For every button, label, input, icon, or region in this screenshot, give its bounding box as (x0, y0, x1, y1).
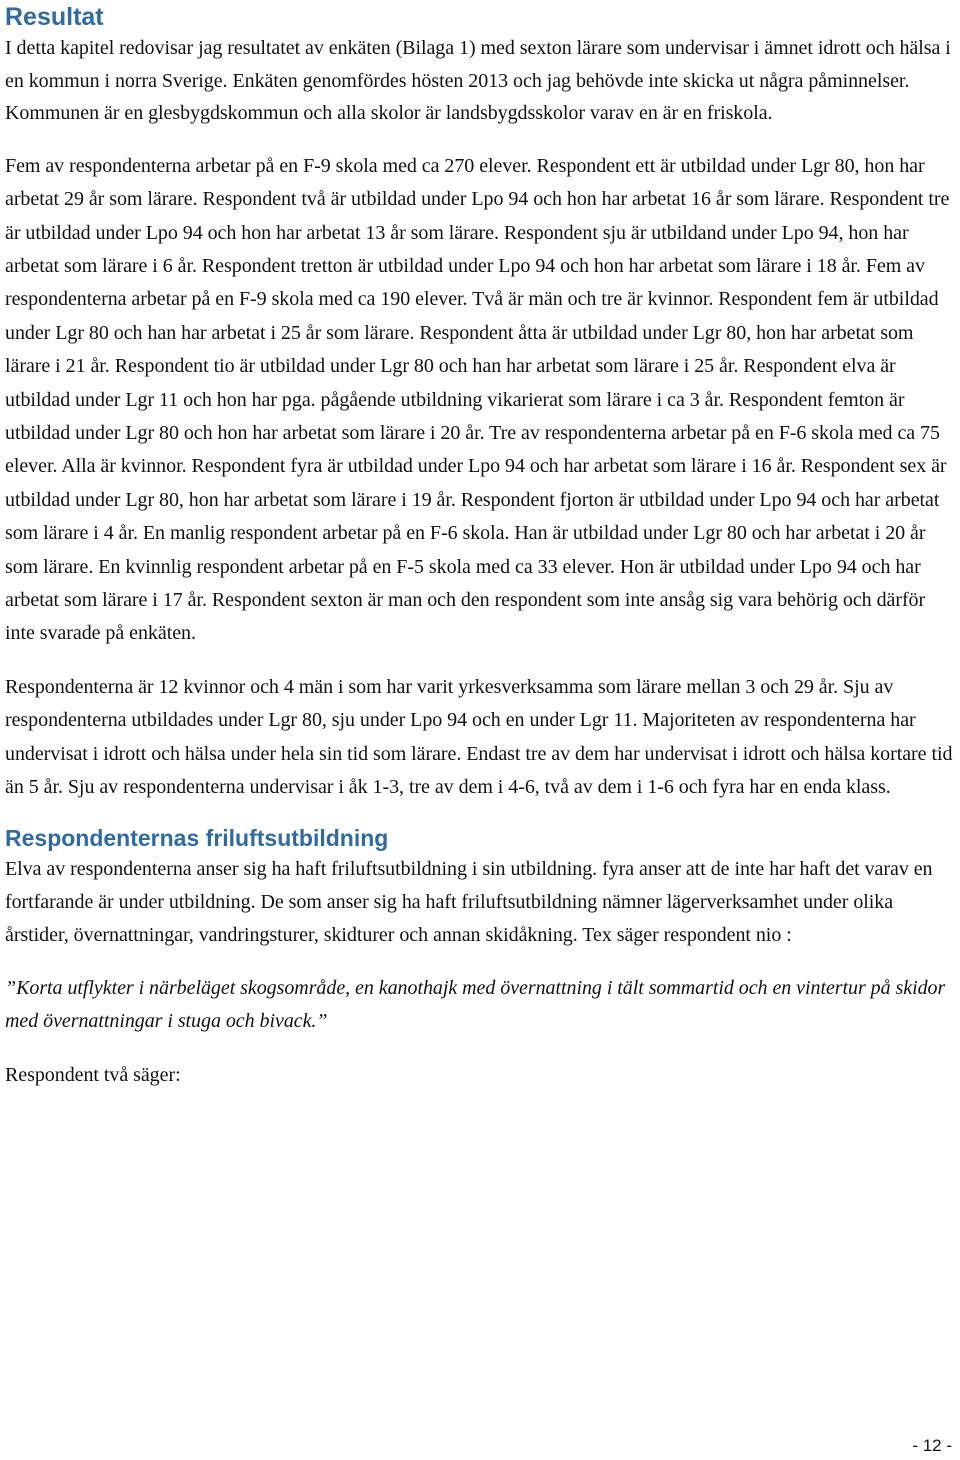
document-page (5, 0, 953, 1092)
closing-paragraph: Respondent två säger: (5, 1063, 181, 1086)
quote-paragraph: ”Korta utflykter i närbeläget skogsområde, en kanothajk med övernattning i tält sommartid och en vintertur på skidor med övernattningar i stuga och bivack.” (5, 976, 946, 1033)
subsection-heading: Respondenternas friluftsutbildning (5, 824, 389, 851)
section-heading: Resultat (5, 3, 104, 31)
summary-paragraph: Respondenterna är 12 kvinnor och 4 män i som har varit yrkesverksamma som lärare mellan 3 och 29 år. Sju av respondenterna utbildades under Lgr 80, sju under Lpo 94 och en under Lgr 11. Majoriteten av respondenterna har undervisat i idrott och hälsa under hela sin tid som lärare. Endast tre av dem har undervisat i idrott och hälsa kortare tid än 5 år. Sju av respondenterna undervisar i åk 1-3, tre av dem i 4-6, två av dem i 1-6 och fyra har en enda klass. (5, 675, 953, 799)
friluft-paragraph: Elva av respondenterna anser sig ha haft friluftsutbildning i sin utbildning. fyra anser att de inte har haft det varav en fortfarande är under utbildning. De som anser sig ha haft friluftsutbildning nämner lägerverksamhet under olika årstider, övernattningar, vandringsturer, skidturer och annan skidåkning. Tex säger respondent nio : (5, 857, 933, 947)
respondents-paragraph: Fem av respondenterna arbetar på en F-9 skola med ca 270 elever. Respondent ett är utbildad under Lgr 80, hon har arbetat 29 år som lärare. Respondent två är utbildad under Lpo 94 och hon har arbetat 16 år som lärare. Respondent tre är utbildad under Lpo 94 och hon har arbetat 13 år som lärare. Respondent sju är utbildand under Lpo 94, hon har arbetat som lärare i 6 år. Respondent tretton är utbildad under Lpo 94 och hon har arbetat som lärare i 18 år. Fem av respondenterna arbetar på en F-9 skola med ca 190 elever. Två är män och tre är kvinnor. Respondent fem är utbildad under Lgr 80 och han har arbetat i 25 år som lärare. Respondent åtta är utbildad under Lgr 80, hon har arbetat som lärare i 21 år. Respondent tio är utbildad under Lgr 80 och han har arbetat som lärare i 25 år. Respondent elva är utbildad under Lgr 11 och hon har pga. pågående utbildning vikarierat som lärare i ca 3 år. Respondent femton är utbildad under Lgr 80 och hon har arbetat som lärare i 20 år. Tre av respondenterna arbetar på en F-6 skola med ca 75 elever. Alla är kvinnor. Respondent fyra är utbildad under Lpo 94 och har arbetat som lärare i 16 år. Respondent sex är utbildad under Lgr 80, hon har arbetat som lärare i 19 år. Respondent fjorton är utbildad under Lpo 94 och har arbetat som lärare i 4 år. En manlig respondent arbetar på en F-6 skola. Han är utbildad under Lgr 80 och har arbetat i 20 år som lärare. En kvinnlig respondent arbetar på en F-5 skola med ca 33 elever. Hon är utbildad under Lpo 94 och har arbetat som lärare i 17 år. Respondent sexton är man och den respondent som inte ansåg sig vara behörig och därför inte svarade på enkäten. (5, 154, 950, 645)
intro-paragraph: I detta kapitel redovisar jag resultatet av enkäten (Bilaga 1) med sexton lärare som undervisar i ämnet idrott och hälsa i en kommun i norra Sverige. Enkäten genomfördes hösten 2013 och jag behövde inte skicka ut några påminnelser. Kommunen är en glesbygdskommun och alla skolor är landsbygdsskolor varav en är en friskola. (5, 37, 951, 125)
page-number: - 12 - (912, 1436, 952, 1455)
